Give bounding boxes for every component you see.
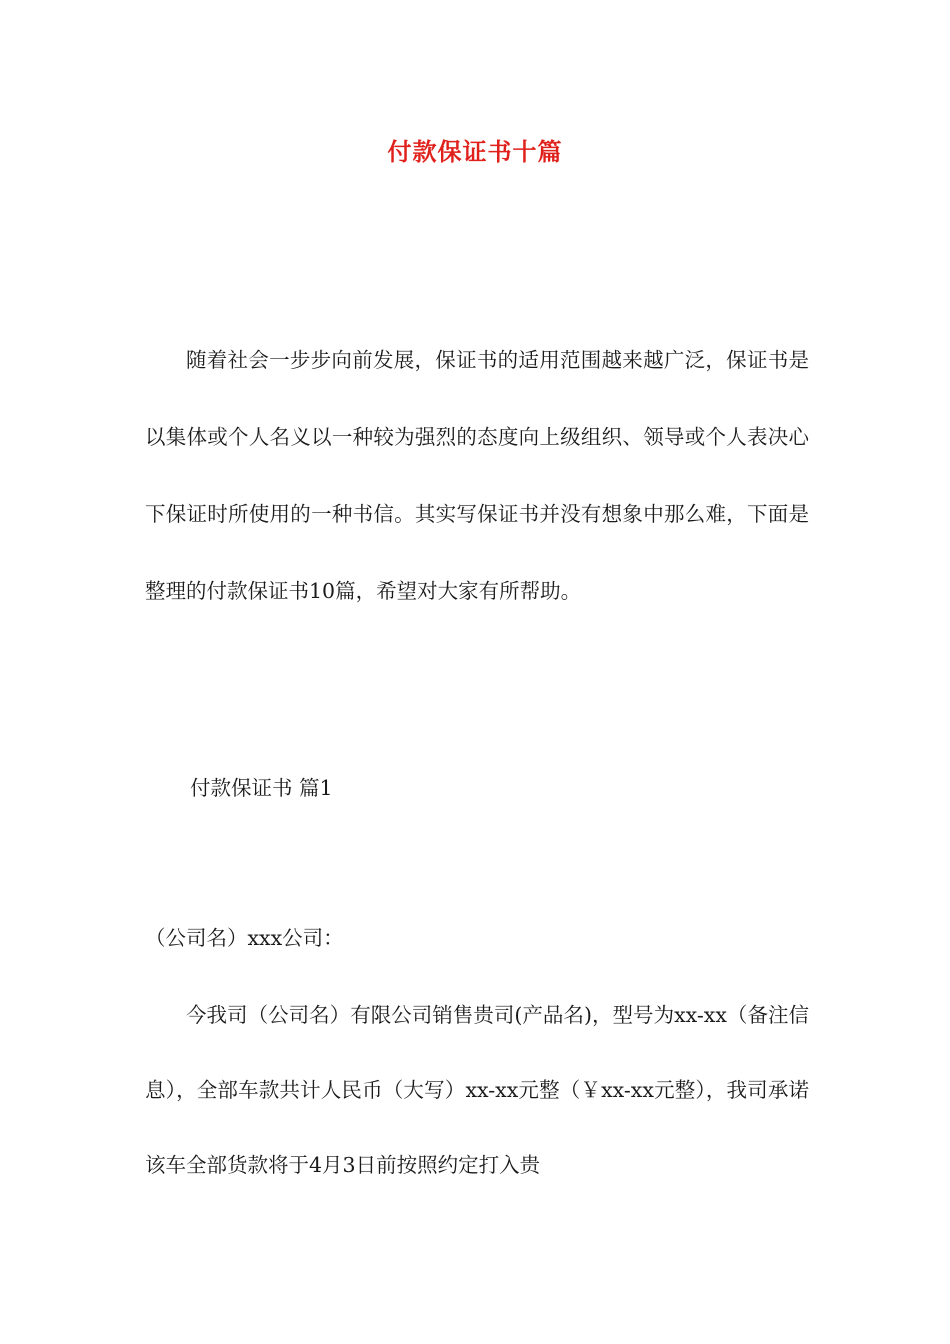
- section-heading: 付款保证书 篇1: [190, 776, 333, 800]
- body-paragraph: 今我司（公司名）有限公司销售贵司(产品名)，型号为xx-xx（备注信息），全部车款共计人民币（大写）xx-xx元整（￥xx-xx元整），我司承诺该车全部货款将于4月3日前按照约定打入贵: [145, 1003, 809, 1177]
- addressee-line: （公司名）xxx公司：: [145, 926, 344, 950]
- document-title: 付款保证书十篇: [387, 137, 563, 166]
- intro-paragraph: 随着社会一步步向前发展，保证书的适用范围越来越广泛，保证书是以集体或个人名义以一种较为强烈的态度向上级组织、领导或个人表决心下保证时所使用的一种书信。其实写保证书并没有想象中那么难，下面是整理的付款保证书10篇，希望对大家有所帮助。: [145, 348, 809, 603]
